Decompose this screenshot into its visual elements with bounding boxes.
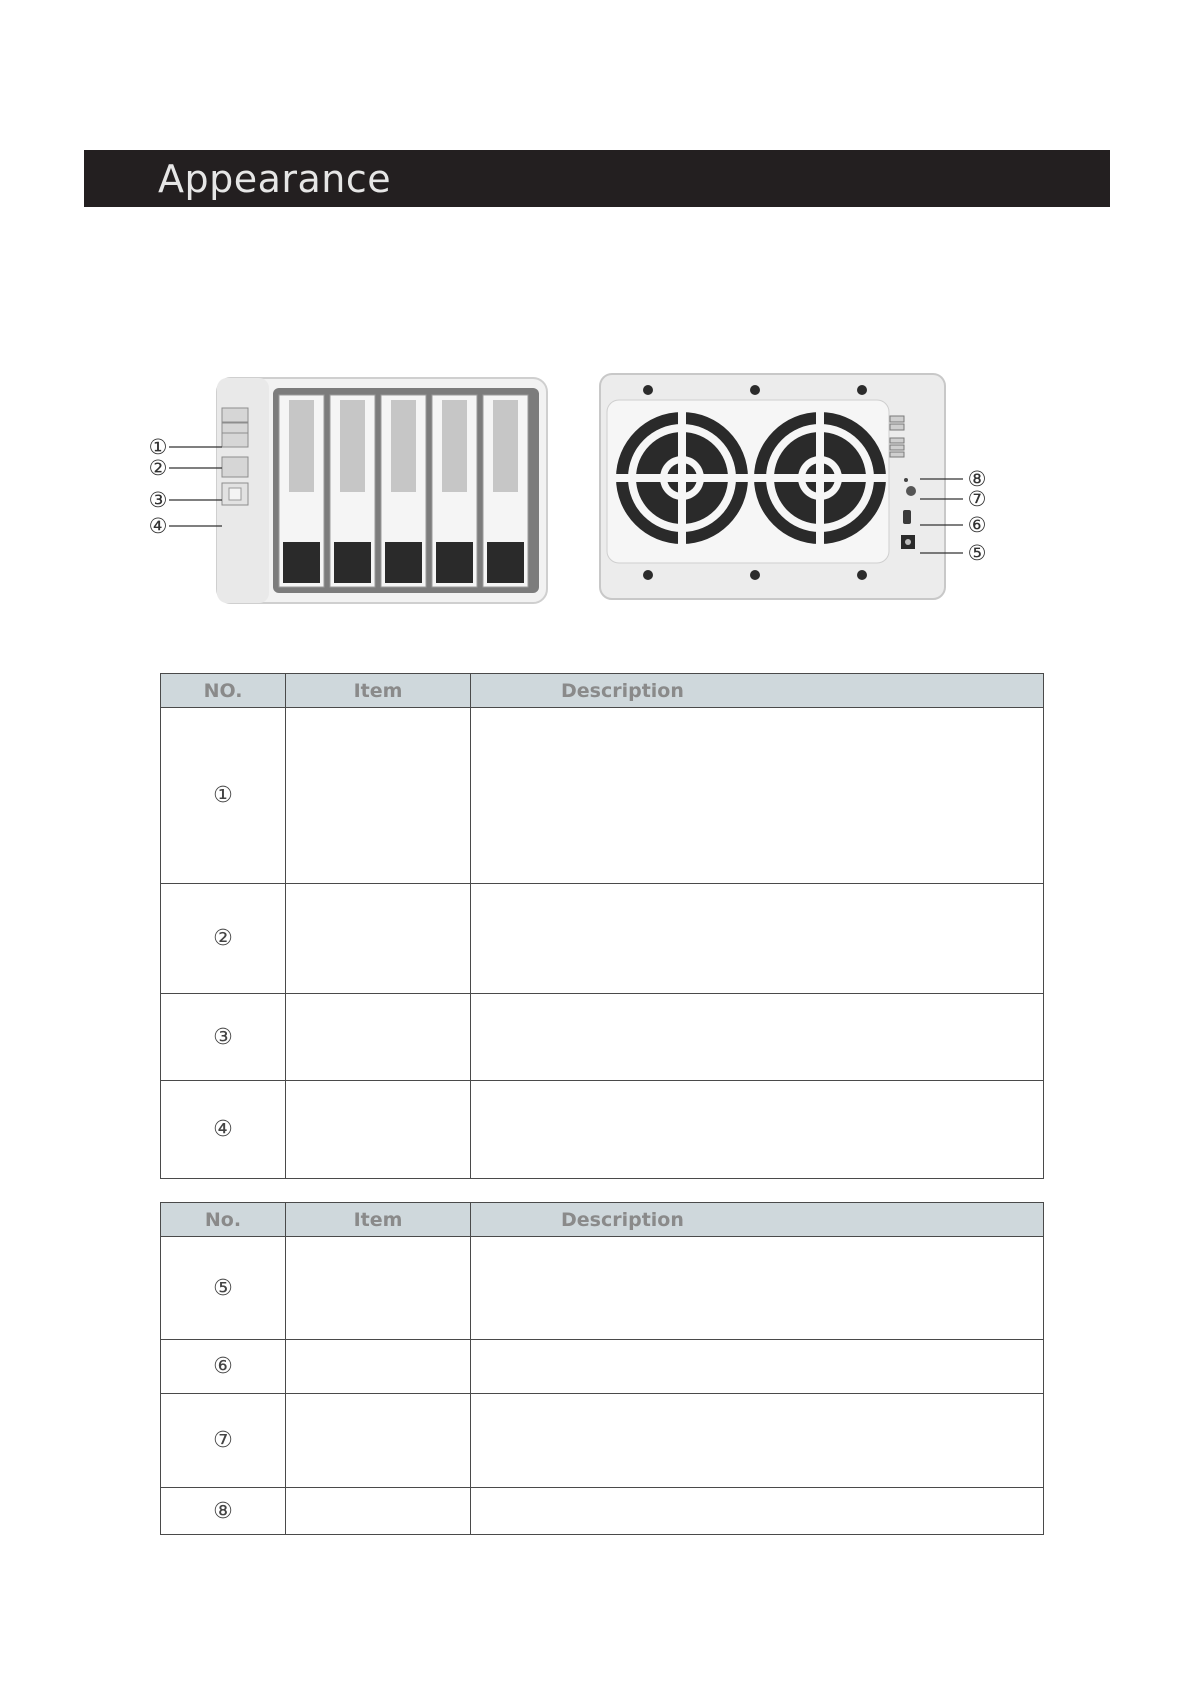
page-title: Appearance	[158, 157, 392, 201]
table-row	[161, 708, 1044, 884]
table-header-row	[161, 1203, 1044, 1237]
row-number: ③	[161, 994, 286, 1081]
table-row	[161, 1081, 1044, 1179]
row-item	[286, 1081, 471, 1179]
row-number: ⑥	[161, 1340, 286, 1394]
callout-8: ⑧	[967, 467, 987, 491]
callout-4: ④	[148, 514, 168, 538]
front-panel-table	[160, 673, 1044, 1179]
row-description	[471, 1237, 1044, 1340]
row-number: ⑦	[161, 1394, 286, 1488]
section-header-bar	[84, 150, 1110, 207]
callout-7: ⑦	[967, 487, 987, 511]
row-item	[286, 1237, 471, 1340]
table-header-row	[161, 674, 1044, 708]
row-number: ②	[161, 884, 286, 994]
row-item	[286, 1488, 471, 1535]
row-number: ④	[161, 1081, 286, 1179]
table-row	[161, 994, 1044, 1081]
row-description	[471, 1340, 1044, 1394]
drive-bays	[279, 395, 528, 587]
column-header-no: NO.	[161, 674, 286, 708]
callout-5: ⑤	[967, 541, 987, 565]
callout-3: ③	[148, 488, 168, 512]
row-description	[471, 708, 1044, 884]
table-row	[161, 1488, 1044, 1535]
rear-panel-table	[160, 1202, 1044, 1535]
row-number: ⑧	[161, 1488, 286, 1535]
rear-fan-left	[616, 412, 748, 544]
table-row	[161, 1340, 1044, 1394]
table-row	[161, 884, 1044, 994]
column-header-no: No.	[161, 1203, 286, 1237]
device-illustration	[145, 360, 1045, 625]
column-header-description: Description	[471, 1203, 1044, 1237]
row-item	[286, 994, 471, 1081]
row-description	[471, 884, 1044, 994]
table-row	[161, 1394, 1044, 1488]
row-description	[471, 1488, 1044, 1535]
callout-2: ②	[148, 456, 168, 480]
table-row	[161, 1237, 1044, 1340]
callout-1: ①	[148, 435, 168, 459]
row-item	[286, 1340, 471, 1394]
callout-6: ⑥	[967, 513, 987, 537]
row-description	[471, 1081, 1044, 1179]
rear-fan-right	[754, 412, 886, 544]
row-number: ①	[161, 708, 286, 884]
row-item	[286, 1394, 471, 1488]
front-view-device	[149, 378, 547, 603]
rear-view-device	[600, 374, 986, 599]
column-header-item: Item	[286, 674, 471, 708]
row-description	[471, 994, 1044, 1081]
row-description	[471, 1394, 1044, 1488]
column-header-item: Item	[286, 1203, 471, 1237]
row-item	[286, 884, 471, 994]
row-item	[286, 708, 471, 884]
row-number: ⑤	[161, 1237, 286, 1340]
column-header-description: Description	[471, 674, 1044, 708]
